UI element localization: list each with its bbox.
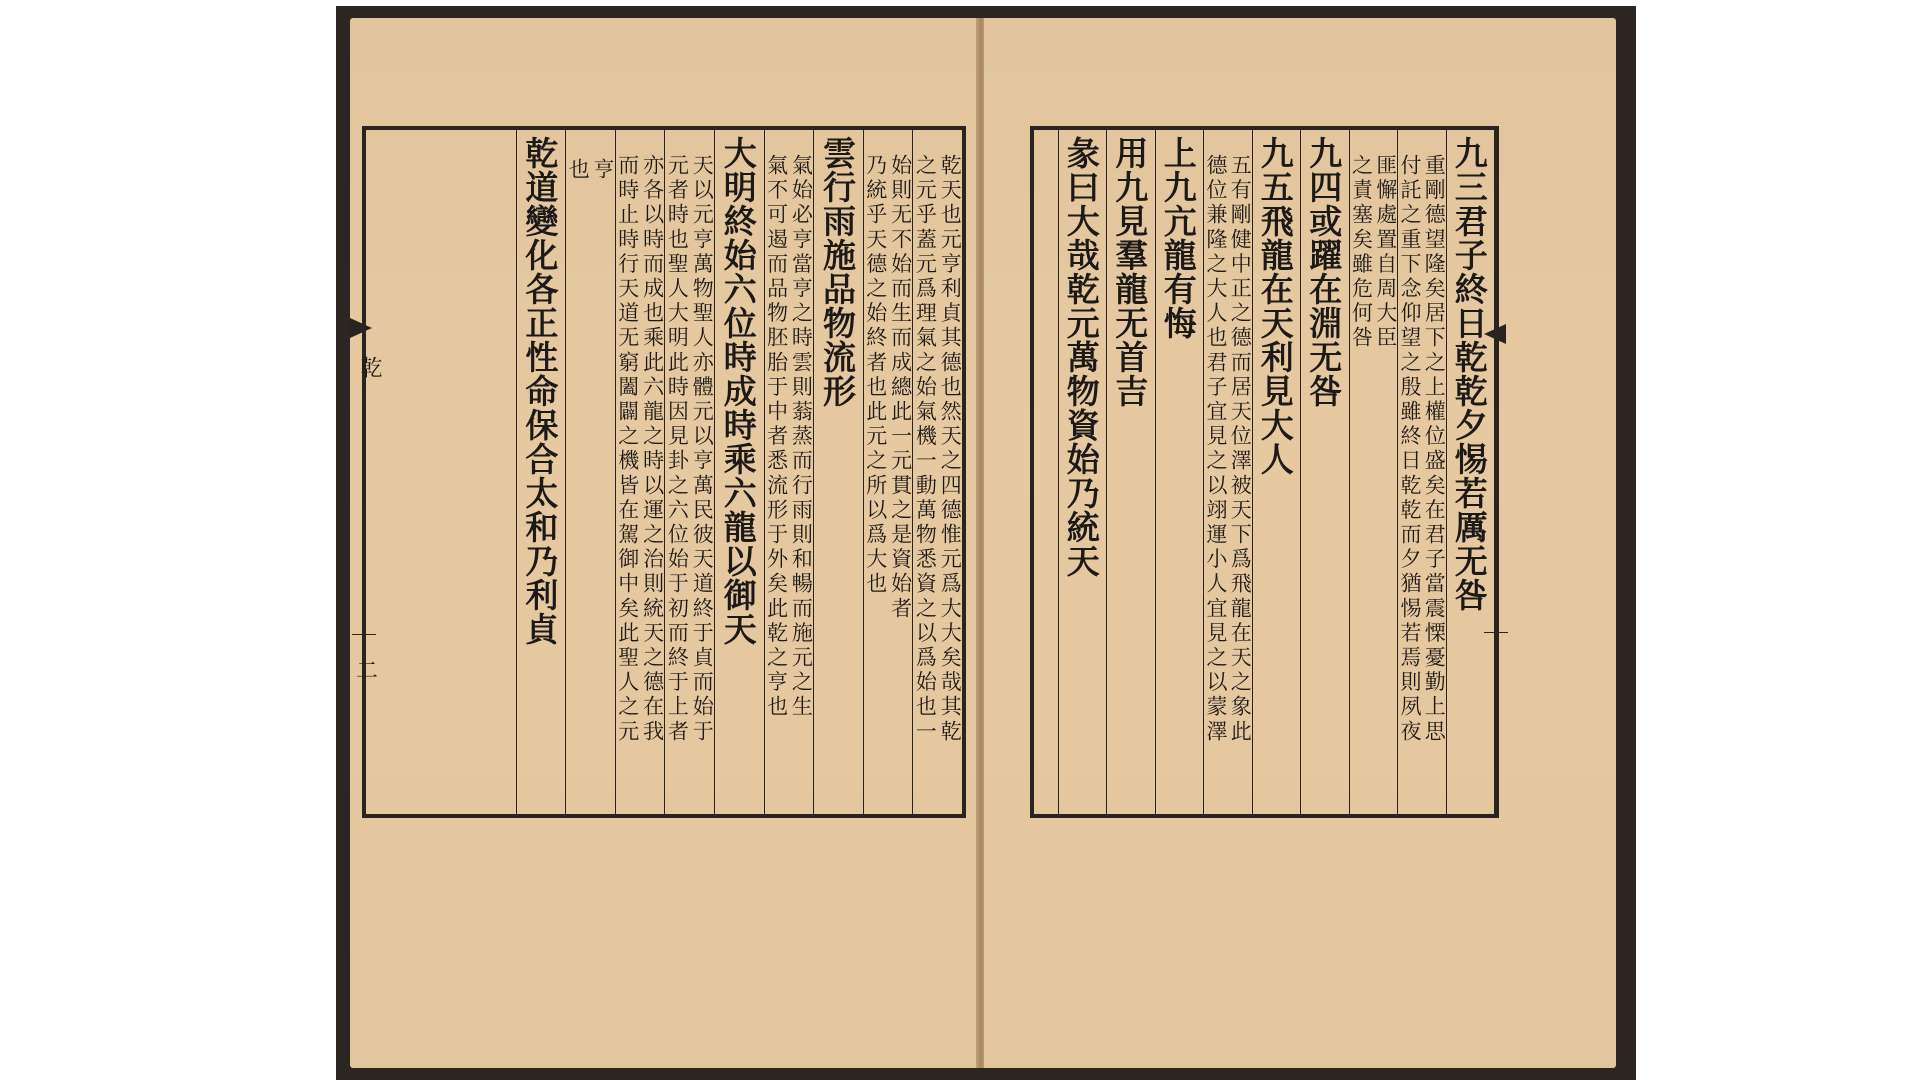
column-rule <box>565 130 566 814</box>
commentary-text-column: 乃統乎天德之始終者也此元之所以爲大也 <box>863 154 888 597</box>
commentary-text-column: 始則无不始而生而成總此一元貫之是資始者 <box>888 154 913 622</box>
classic-text-column: 大明終始六位時成時乘六龍以御天 <box>718 136 758 646</box>
right-margin-rule <box>1498 126 1499 818</box>
commentary-text-column: 元者時也聖人大明此時因見卦之六位始于初而終于上者 <box>665 154 690 745</box>
commentary-text-column: 亦各以時而成也乘此六龍之時以運之治則統天之德在我 <box>640 154 665 745</box>
commentary-text-column: 付託之重下念仰望之殷雖終日乾乾而夕猶惕若焉則夙夜 <box>1398 154 1422 745</box>
margin-rule <box>352 634 376 635</box>
fish-tail-mark-right <box>1484 324 1506 344</box>
margin-page-number: 二 <box>356 659 379 684</box>
classic-text-column: 九三君子終日乾乾夕惕若厲无咎 <box>1449 136 1489 612</box>
commentary-text-column: 匪懈處置自周大臣 <box>1373 154 1398 351</box>
classic-text-column: 用九見羣龍无首吉 <box>1110 136 1150 408</box>
commentary-text-column: 之元乎蓋元爲理氣之始氣機一動萬物悉資之以爲始也一 <box>913 154 938 745</box>
commentary-text-column: 之責塞矣雖危何咎 <box>1349 154 1374 351</box>
classic-text-column: 九五飛龍在天利見大人 <box>1255 136 1295 476</box>
left-page <box>350 18 978 1068</box>
left-text-frame <box>362 126 966 818</box>
fish-tail-mark-left <box>350 318 372 338</box>
column-rule <box>1058 130 1059 814</box>
classic-text-column: 上九亢龍有悔 <box>1158 136 1198 340</box>
commentary-text-column: 氣始必亨當亨之時雲則蓊蒸而行雨則和暢而施元之生 <box>789 154 814 720</box>
column-rule <box>714 130 715 814</box>
commentary-text-column: 乾天也元亨利貞其德也然天之四德惟元爲大大矣哉其乾 <box>938 154 963 745</box>
book-scan <box>336 6 1636 1080</box>
commentary-text-column: 德位兼隆之大人也君子宜見之以翊運小人宜見之以蒙澤 <box>1204 154 1228 745</box>
classic-text-column: 雲行雨施品物流形 <box>818 136 857 408</box>
right-page <box>984 18 1616 1068</box>
commentary-text-column: 也 <box>566 158 591 183</box>
classic-text-column: 彖曰大哉乾元萬物資始乃統天 <box>1061 136 1101 578</box>
classic-text-column: 九四或躍在淵无咎 <box>1304 136 1344 408</box>
classic-text-column: 乾道變化各正性命保合太和乃利貞 <box>520 136 560 646</box>
column-rule <box>1106 130 1107 814</box>
commentary-text-column: 氣不可遏而品物胚胎于中者悉流形于外矣此乾之亨也 <box>764 154 789 720</box>
column-rule <box>516 130 517 814</box>
right-margin-rule-bottom <box>1484 632 1508 633</box>
commentary-text-column: 而時止時行天道无窮闔闢之機皆在駕御中矣此聖人之元 <box>615 154 640 745</box>
commentary-text-column: 亨 <box>591 158 615 183</box>
right-text-frame <box>1030 126 1498 818</box>
column-rule <box>813 130 814 814</box>
column-rule <box>1155 130 1156 814</box>
margin-title: 乾 <box>357 356 382 378</box>
commentary-text-column: 重剛德望隆矣居下之上權位盛矣在君子當震慄憂勤上思 <box>1422 154 1447 745</box>
commentary-text-column: 五有剛健中正之德而居天位澤被天下爲飛龍在天之象此 <box>1228 154 1253 745</box>
commentary-text-column: 天以元亨萬物聖人亦體元以亨萬民彼天道終于貞而始于 <box>690 154 715 745</box>
column-rule <box>1300 130 1301 814</box>
